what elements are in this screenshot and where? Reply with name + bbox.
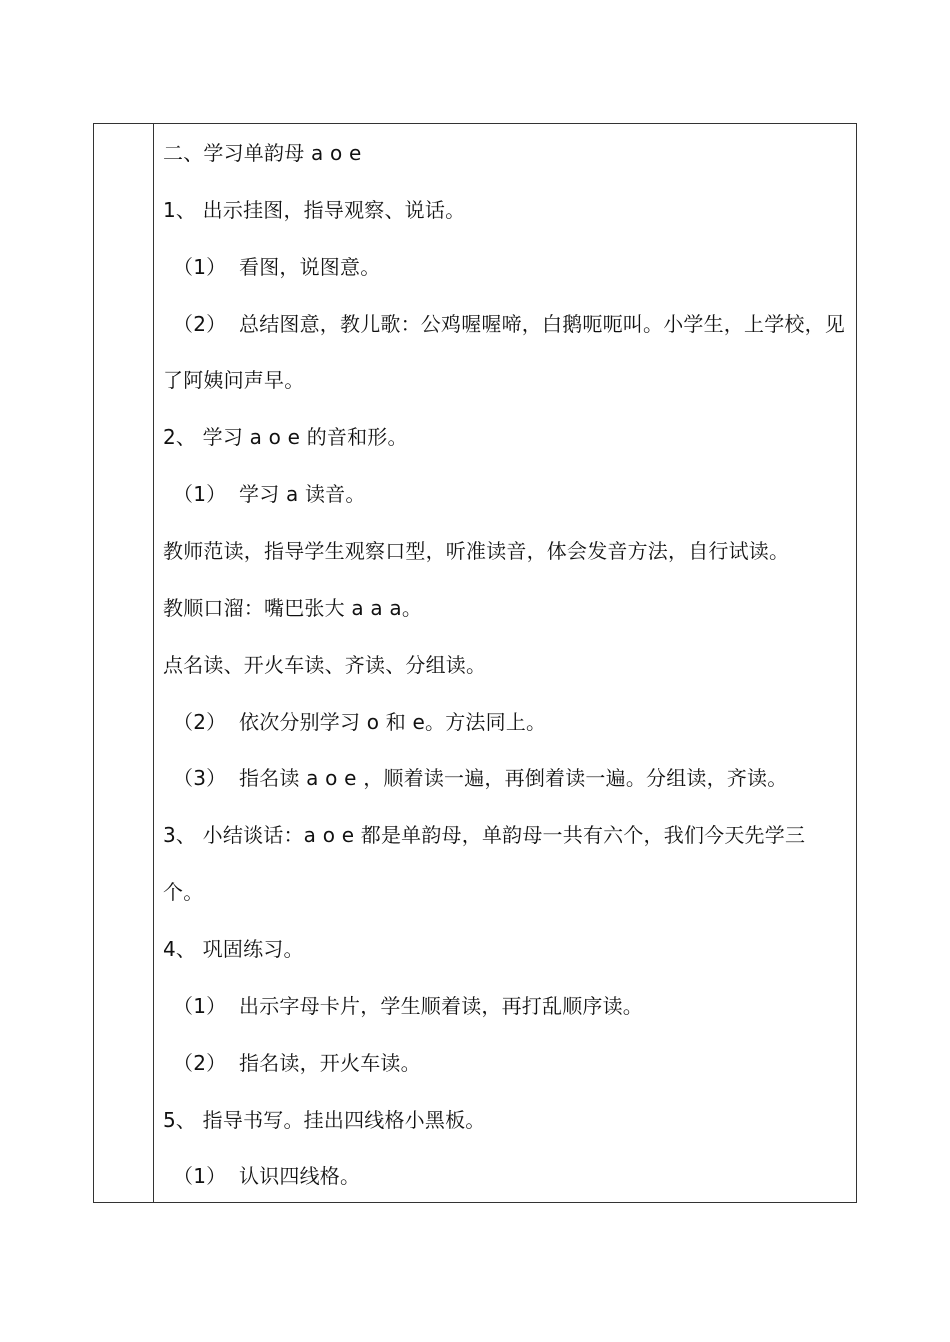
sub-number: （1） — [173, 994, 227, 1018]
sub-text: 认识四线格。 — [239, 1164, 361, 1188]
step-5: 5、 指导书写。挂出四线格小黑板。 — [163, 1108, 486, 1132]
sub-text: 学习 a 读音。 — [239, 482, 366, 506]
section-heading: 二、学习单韵母 a o e — [163, 141, 362, 165]
step-2-sub-2 — [173, 708, 546, 736]
step-2-sub-3 — [173, 764, 787, 792]
sub-text: 指名读 a o e ，顺着读一遍，再倒着读一遍。分组读，齐读。 — [239, 766, 788, 790]
step-3-continued: 个。 — [163, 880, 204, 904]
teacher-demo-line: 教师范读，指导学生观察口型，听准读音，体会发音方法，自行试读。 — [163, 539, 790, 563]
sub-number: （2） — [173, 1051, 227, 1075]
sub-number: （2） — [173, 312, 227, 336]
reading-methods-line: 点名读、开火车读、齐读、分组读。 — [163, 653, 487, 677]
step-2-sub-1 — [173, 480, 366, 508]
step-4: 4、 巩固练习。 — [163, 937, 304, 961]
sub-number: （3） — [173, 766, 227, 790]
sub-number: （1） — [173, 1164, 227, 1188]
step-2: 2、 学习 a o e 的音和形。 — [163, 425, 408, 449]
sub-number: （1） — [173, 255, 227, 279]
step-1: 1、 出示挂图，指导观察、说话。 — [163, 198, 466, 222]
sub-text: 依次分别学习 o 和 e。方法同上。 — [239, 710, 547, 734]
sub-text: 指名读，开火车读。 — [239, 1051, 421, 1075]
sub-number: （1） — [173, 482, 227, 506]
sub-number: （2） — [173, 710, 227, 734]
step-4-sub-1 — [173, 992, 643, 1020]
step-3: 3、 小结谈话：a o e 都是单韵母，单韵母一共有六个，我们今天先学三 — [163, 823, 806, 847]
sub-text: 总结图意，教儿歌：公鸡喔喔啼，白鹅呃呃叫。小学生，上学校，见 — [239, 312, 845, 336]
step-4-sub-2 — [173, 1049, 421, 1077]
sub-text: 出示字母卡片，学生顺着读，再打乱顺序读。 — [239, 994, 643, 1018]
step-1-sub-2 — [173, 310, 845, 338]
left-column-cell — [94, 124, 154, 1202]
step-1-sub-2-continued: 了阿姨问声早。 — [163, 368, 305, 392]
rhyme-line: 教顺口溜：嘴巴张大 a a a。 — [163, 596, 423, 620]
step-1-sub-1 — [173, 253, 380, 281]
sub-text: 看图，说图意。 — [239, 255, 381, 279]
step-5-sub-1 — [173, 1162, 360, 1190]
